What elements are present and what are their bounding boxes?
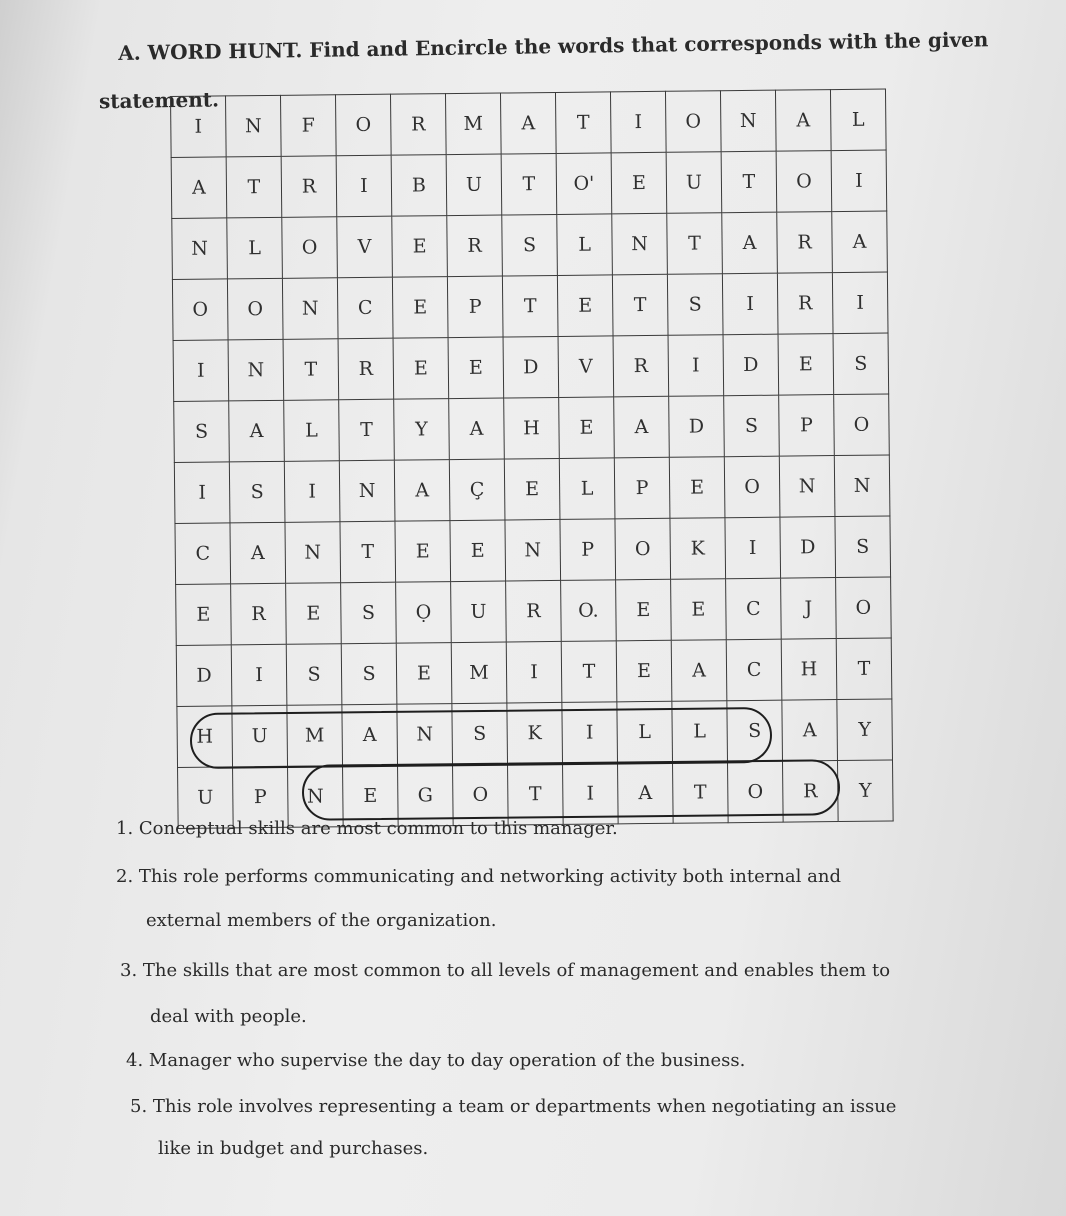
grid-cell: A [230, 522, 286, 584]
grid-cell: S [667, 274, 723, 336]
grid-cell: Ç [449, 459, 505, 521]
grid-cell: T [339, 399, 395, 461]
grid-row [177, 699, 893, 767]
grid-cell: A [671, 640, 727, 702]
grid-cell: E [559, 397, 615, 459]
grid-cell: I [171, 96, 227, 158]
grid-cell: S [174, 401, 230, 463]
grid-cell: D [669, 396, 725, 458]
grid-cell: L [830, 89, 886, 151]
grid-cell: L [617, 701, 673, 763]
grid-cell: T [340, 521, 396, 583]
word-search-grid [170, 89, 894, 829]
grid-row [171, 150, 887, 218]
grid-cell: U [446, 154, 502, 216]
grid-cell: A [500, 92, 556, 154]
grid-cell: E [778, 334, 834, 396]
grid-cell: R [777, 273, 833, 335]
grid-cell: S [229, 461, 285, 523]
grid-cell: C [175, 523, 231, 585]
grid-cell: P [779, 395, 835, 457]
grid-cell: T [612, 274, 668, 336]
grid-cell: N [339, 460, 395, 522]
grid-cell: T [721, 151, 777, 213]
grid-cell: P [233, 766, 289, 828]
grid-cell: O [227, 278, 283, 340]
grid-cell: S [835, 516, 891, 578]
grid-cell: T [283, 339, 339, 401]
grid-cell: N [226, 95, 282, 157]
grid-cell: K [507, 702, 563, 764]
grid-cell: R [447, 215, 503, 277]
grid-cell: O [282, 217, 338, 279]
grid-cell: A [618, 762, 674, 824]
statement-2: 2. This role performs communicating and networking activity both internal and [116, 866, 841, 887]
grid-cell: L [227, 217, 283, 279]
grid-cell: O [615, 518, 671, 580]
grid-cell: V [337, 216, 393, 278]
grid-cell: I [668, 335, 724, 397]
grid-cell: E [616, 640, 672, 702]
grid-cell: L [557, 214, 613, 276]
grid-cell: U [178, 767, 234, 829]
grid-cell: D [503, 336, 559, 398]
grid-cell: E [448, 337, 504, 399]
grid-cell: N [228, 339, 284, 401]
grid-cell: I [722, 273, 778, 335]
grid-cell: H [781, 639, 837, 701]
grid-row [171, 89, 887, 157]
grid-cell: I [563, 763, 619, 825]
grid-row [172, 211, 888, 279]
grid-cell: S [833, 333, 889, 395]
grid-row [176, 638, 892, 706]
grid-cell: A [449, 398, 505, 460]
grid-cell: E [450, 520, 506, 582]
grid-cell: L [284, 400, 340, 462]
grid-cell: M [451, 642, 507, 704]
grid-row [173, 333, 889, 401]
grid-cell: A [722, 212, 778, 274]
grid-cell: O [834, 394, 890, 456]
grid-cell: E [393, 338, 449, 400]
statement-4: 4. Manager who supervise the day to day operation of the business. [126, 1050, 746, 1071]
grid-cell: R [613, 335, 669, 397]
grid-cell: D [176, 645, 232, 707]
grid-cell: R [281, 156, 337, 218]
grid-cell: N [172, 218, 228, 280]
grid-cell: N [285, 522, 341, 584]
grid-cell: N [397, 704, 453, 766]
grid-cell: T [508, 763, 564, 825]
grid-cell: R [231, 583, 287, 645]
grid-cell: P [560, 519, 616, 581]
grid-cell: Y [394, 399, 450, 461]
grid-cell: N [288, 766, 344, 828]
grid-cell: H [504, 397, 560, 459]
grid-cell: I [831, 150, 887, 212]
grid-cell: S [341, 643, 397, 705]
grid-cell: E [504, 458, 560, 520]
heading-line-1: A. WORD HUNT. Find and Encircle the words that corresponds with the given [118, 27, 989, 65]
grid-cell: N [720, 90, 776, 152]
grid-cell: T [667, 213, 723, 275]
grid-cell: S [286, 644, 342, 706]
grid-cell: S [727, 700, 783, 762]
grid-cell: E [671, 579, 727, 641]
grid-cell: V [558, 336, 614, 398]
grid-cell: P [447, 276, 503, 338]
grid-cell: S [341, 582, 397, 644]
grid-cell: E [395, 521, 451, 583]
grid-cell: E [286, 583, 342, 645]
grid-cell: I [231, 644, 287, 706]
heading-line-2: statement. [98, 87, 220, 114]
grid-cell: N [834, 455, 890, 517]
grid-cell: T [555, 92, 611, 154]
grid-cell: A [342, 704, 398, 766]
grid-cell: N [282, 278, 338, 340]
grid-cell: K [670, 518, 726, 580]
grid-cell: T [673, 762, 729, 824]
grid-cell: E [343, 765, 399, 827]
grid-cell: N [612, 213, 668, 275]
grid-cell: E [669, 457, 725, 519]
grid-row [176, 577, 892, 645]
grid-cell: U [451, 581, 507, 643]
statement-5-cont: like in budget and purchases. [158, 1138, 429, 1159]
grid-cell: E [557, 275, 613, 337]
grid-cell: Y [837, 699, 893, 761]
grid-cell: O [728, 761, 784, 823]
grid-cell: T [502, 275, 558, 337]
grid-cell: U [232, 705, 288, 767]
grid-cell: I [610, 91, 666, 153]
statement-5: 5. This role involves representing a team or departments when negotiating an issue [130, 1096, 897, 1117]
grid-cell: O [453, 764, 509, 826]
grid-cell: I [336, 155, 392, 217]
grid-cell: O [724, 456, 780, 518]
statement-1: 1. Conceptual skills are most common to this manager. [116, 818, 618, 839]
grid-cell: G [398, 765, 454, 827]
grid-cell: S [502, 214, 558, 276]
grid-cell: D [780, 517, 836, 579]
grid-cell: O [836, 577, 892, 639]
grid-cell: R [777, 212, 833, 274]
grid-cell: R [782, 761, 838, 823]
grid-cell: E [611, 152, 667, 214]
statement-2-cont: external members of the organization. [146, 910, 497, 931]
grid-cell: C [337, 277, 393, 339]
grid-cell: A [229, 400, 285, 462]
grid-cell: I [173, 340, 229, 402]
grid-cell: F [280, 95, 336, 157]
grid-cell: O [776, 151, 832, 213]
grid-cell: T [836, 638, 892, 700]
grid-cell: T [561, 641, 617, 703]
grid-cell: E [392, 216, 448, 278]
grid-cell: N [505, 519, 561, 581]
grid-cell: H [177, 706, 233, 768]
grid-cell: C [726, 639, 782, 701]
grid-cell: O. [561, 580, 617, 642]
grid-cell: L [559, 458, 615, 520]
grid-cell: Ọ [396, 582, 452, 644]
grid-cell: A [614, 396, 670, 458]
grid-cell: A [775, 90, 831, 152]
statement-3-cont: deal with people. [150, 1006, 307, 1027]
grid-cell: A [782, 700, 838, 762]
grid-cell: O' [556, 153, 612, 215]
grid-cell: I [562, 702, 618, 764]
grid-cell: E [392, 277, 448, 339]
grid-cell: E [176, 584, 232, 646]
grid-cell: M [445, 93, 501, 155]
grid-cell: R [506, 580, 562, 642]
grid-row [174, 394, 890, 462]
grid-cell: L [672, 701, 728, 763]
grid-cell: S [452, 703, 508, 765]
grid-cell: I [832, 272, 888, 334]
grid-row [174, 455, 890, 523]
grid-cell: P [614, 457, 670, 519]
grid-row [175, 516, 891, 584]
grid-cell: A [832, 211, 888, 273]
grid-cell: M [287, 705, 343, 767]
grid-row [172, 272, 888, 340]
grid-cell: Y [837, 760, 893, 822]
grid-cell: B [391, 155, 447, 217]
instruction-heading [98, 26, 1018, 114]
grid-cell: N [779, 456, 835, 518]
grid-cell: U [666, 152, 722, 214]
grid-cell: A [394, 460, 450, 522]
grid-cell: I [506, 641, 562, 703]
grid-cell: D [723, 334, 779, 396]
grid-cell: O [335, 94, 391, 156]
grid-cell: J [781, 578, 837, 640]
grid-cell: R [338, 338, 394, 400]
grid-cell: A [171, 157, 227, 219]
grid-cell: I [284, 461, 340, 523]
grid-cell: S [724, 395, 780, 457]
grid-cell: E [616, 579, 672, 641]
grid-cell: I [174, 462, 230, 524]
grid-cell: O [172, 279, 228, 341]
grid-cell: T [501, 153, 557, 215]
grid-cell: C [726, 578, 782, 640]
grid-cell: O [665, 91, 721, 153]
grid-cell: R [390, 94, 446, 156]
grid-cell: I [725, 517, 781, 579]
grid-cell: T [226, 156, 282, 218]
statement-3: 3. The skills that are most common to all levels of management and enables them to [120, 960, 891, 981]
grid-cell: E [396, 643, 452, 705]
